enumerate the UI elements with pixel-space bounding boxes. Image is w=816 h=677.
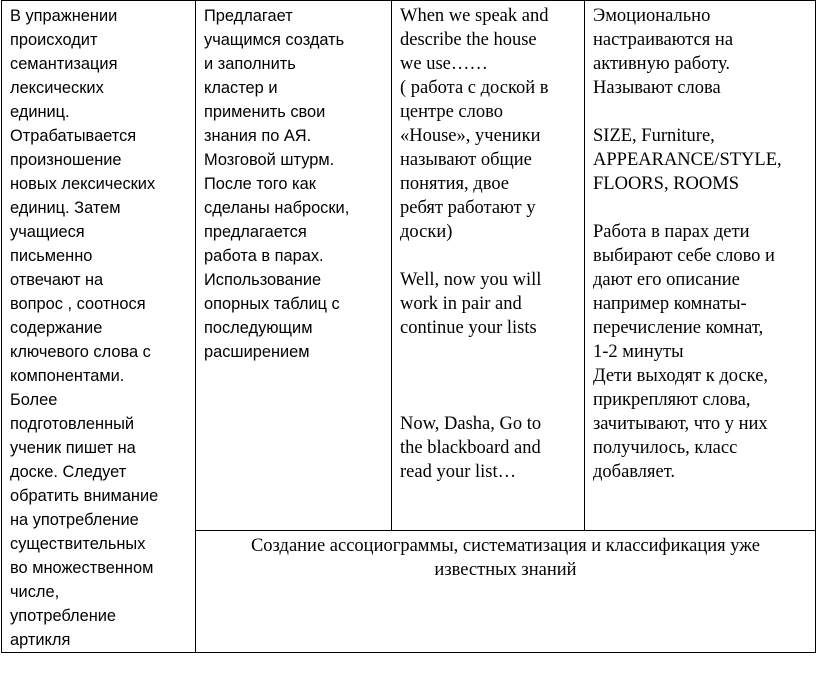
text-line: происходит bbox=[10, 31, 98, 49]
text-line: работа в парах. bbox=[204, 247, 324, 265]
text-line: В упражнении bbox=[10, 7, 118, 25]
text-line: учащиеся bbox=[10, 223, 85, 241]
text-line: «House», ученики bbox=[400, 126, 541, 146]
text-line: доске. Следует bbox=[10, 463, 127, 481]
exercise-description-cell bbox=[2, 1, 196, 653]
student-activity-cell bbox=[585, 1, 816, 531]
text-line: Отрабатывается bbox=[10, 127, 137, 145]
spacer bbox=[593, 196, 807, 220]
text-line: ( работа с доской в bbox=[400, 78, 549, 98]
text-line: существительных bbox=[10, 535, 146, 553]
text-line: ученик пишет на bbox=[10, 439, 136, 457]
text-line: новых лексических bbox=[10, 175, 156, 193]
text-line: Эмоционально bbox=[593, 6, 711, 26]
text-line: на употребление bbox=[10, 511, 139, 529]
text-line: ребят работают у bbox=[400, 198, 536, 218]
text-line: добавляет. bbox=[593, 462, 676, 482]
text-line: употребление bbox=[10, 607, 117, 625]
text-line: the blackboard and bbox=[400, 438, 541, 458]
text-line: содержание bbox=[10, 319, 103, 337]
text-line: ключевого слова с bbox=[10, 343, 151, 361]
text-line: вопрос , соотнося bbox=[10, 295, 146, 313]
teacher-speech-cell bbox=[392, 1, 585, 531]
text-line: Работа в парах дети bbox=[593, 222, 750, 242]
table-row bbox=[2, 1, 816, 531]
text-line: APPEARANCE/STYLE, bbox=[593, 150, 782, 170]
text-line: После того как bbox=[204, 175, 316, 193]
text-line: получилось, класс bbox=[593, 438, 738, 458]
text-line: единиц. Затем bbox=[10, 199, 121, 217]
text-line: последующим bbox=[204, 319, 313, 337]
text-line: учащимся создать bbox=[204, 31, 345, 49]
spacer bbox=[593, 100, 807, 124]
text-line: обратить внимание bbox=[10, 487, 159, 505]
text-line: Называют слова bbox=[593, 78, 721, 98]
text-line: понятия, двое bbox=[400, 174, 510, 194]
text-line: SIZE, Furniture, bbox=[593, 126, 715, 146]
text-line: When we speak and bbox=[400, 6, 549, 26]
text-line: знания по АЯ. bbox=[204, 127, 312, 145]
text-line: отвечают на bbox=[10, 271, 104, 289]
text-line: зачитывают, что у них bbox=[593, 414, 768, 434]
text-line: числе, bbox=[10, 583, 60, 601]
text-line: read your list… bbox=[400, 462, 517, 482]
spacer bbox=[400, 244, 576, 268]
text-line: Now, Dasha, Go to bbox=[400, 414, 542, 434]
text-line: например комнаты- bbox=[593, 294, 747, 314]
text-line: опорных таблиц с bbox=[204, 295, 340, 313]
text-line: во множественном bbox=[10, 559, 154, 577]
text-line: настраиваются на bbox=[593, 30, 734, 50]
text-line: доски) bbox=[400, 222, 453, 242]
text-line: семантизация bbox=[10, 55, 118, 73]
text-line: выбирают себе слово и bbox=[593, 246, 775, 266]
text-line: сделаны наброски, bbox=[204, 199, 350, 217]
text-line: Предлагает bbox=[204, 7, 293, 25]
text-line: называют общие bbox=[400, 150, 532, 170]
text-line: 1-2 минуты bbox=[593, 342, 684, 362]
text-line: артикля bbox=[10, 631, 71, 649]
text-line: work in pair and bbox=[400, 294, 522, 314]
text-line: перечисление комнат, bbox=[593, 318, 764, 338]
text-line: Более bbox=[10, 391, 58, 409]
summary-cell bbox=[196, 530, 816, 652]
text-line: дают его описание bbox=[593, 270, 740, 290]
text-line: расширением bbox=[204, 343, 310, 361]
text-line: известных знаний bbox=[434, 559, 577, 580]
text-line: предлагается bbox=[204, 223, 307, 241]
text-line: письменно bbox=[10, 247, 93, 265]
text-line: лексических bbox=[10, 79, 104, 97]
text-line: Использование bbox=[204, 271, 322, 289]
text-line: Well, now you will bbox=[400, 270, 542, 290]
text-line: Мозговой штурм. bbox=[204, 151, 335, 169]
text-line: единиц. bbox=[10, 103, 70, 121]
text-line: describe the house bbox=[400, 30, 537, 50]
text-line: активную работу. bbox=[593, 54, 731, 74]
text-line: кластер и bbox=[204, 79, 278, 97]
spacer bbox=[400, 340, 576, 412]
teacher-activity-cell bbox=[196, 1, 392, 531]
text-line: подготовленный bbox=[10, 415, 135, 433]
text-line: continue your lists bbox=[400, 318, 537, 338]
lesson-plan-table bbox=[1, 0, 816, 653]
text-line: FLOORS, ROOMS bbox=[593, 174, 739, 194]
text-line: центре слово bbox=[400, 102, 503, 122]
text-line: произношение bbox=[10, 151, 122, 169]
text-line: компонентами. bbox=[10, 367, 125, 385]
text-line: we use…… bbox=[400, 54, 488, 74]
text-line: применить свои bbox=[204, 103, 326, 121]
text-line: Дети выходят к доске, bbox=[593, 366, 769, 386]
text-line: Создание ассоциограммы, систематизация и классификация уже bbox=[250, 535, 761, 556]
text-line: и заполнить bbox=[204, 55, 296, 73]
text-line: прикрепляют слова, bbox=[593, 390, 751, 410]
